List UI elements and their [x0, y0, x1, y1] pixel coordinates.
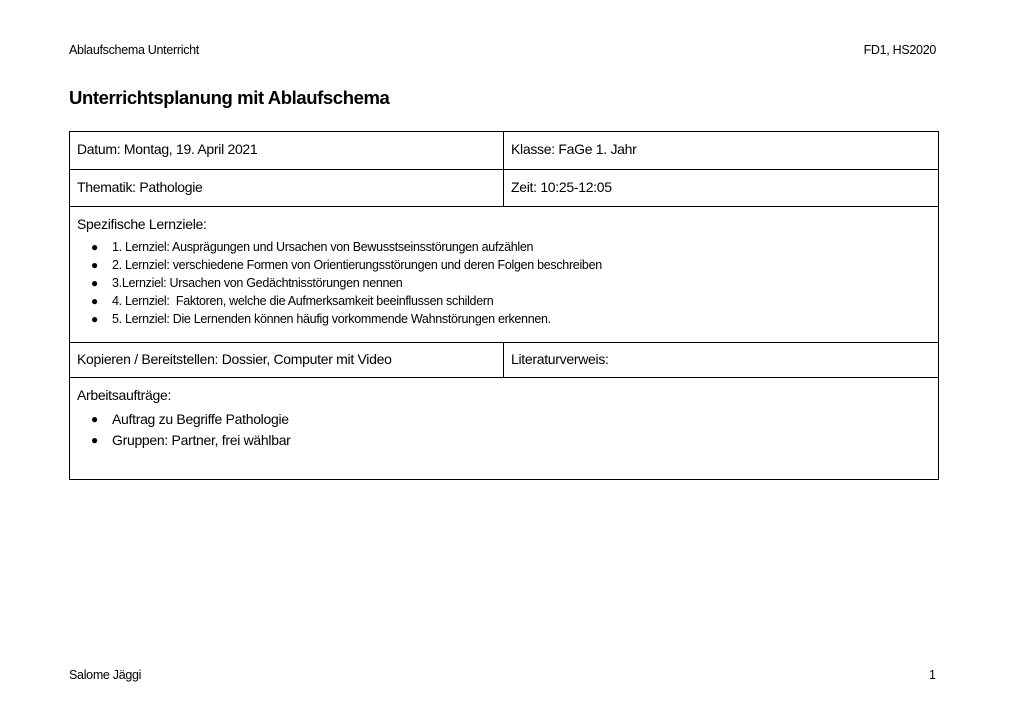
table-row-datum-klasse [70, 132, 939, 170]
list-item [91, 292, 931, 310]
auftrag-2: Gruppen: Partner, frei wählbar [112, 432, 291, 448]
klasse-cell: Klasse: FaGe 1. Jahr [504, 132, 939, 170]
bullet-icon: ● [91, 258, 98, 272]
bullet-icon: ● [91, 294, 98, 308]
list-item [91, 409, 931, 430]
bullet-icon: ● [91, 433, 98, 447]
literatur-cell: Literaturverweis: [504, 343, 939, 378]
bullet-icon: ● [91, 412, 98, 426]
lernziele-list [77, 238, 931, 328]
list-item [91, 238, 931, 256]
arbeitsauftraege-cell [70, 378, 939, 480]
lernziele-label: Spezifische Lernziele: [77, 216, 207, 232]
lernziel-5: 5. Lernziel: Die Lernenden können häufig vorkommende Wahnstörungen erkennen. [112, 312, 551, 326]
bullet-icon: ● [91, 276, 98, 290]
arbeitsauftraege-list [77, 409, 931, 451]
footer-page-number: 1 [929, 668, 936, 682]
lernziele-cell [70, 207, 939, 343]
kopieren-cell: Kopieren / Bereitstellen: Dossier, Computer mit Video [70, 343, 504, 378]
table-row-thematik-zeit [70, 170, 939, 207]
table-row-lernziele [70, 207, 939, 343]
document-title: Unterrichtsplanung mit Ablaufschema [69, 87, 390, 108]
auftrag-1: Auftrag zu Begriffe Pathologie [112, 411, 289, 427]
header-right: FD1, HS2020 [863, 43, 936, 57]
header-left: Ablaufschema Unterricht [69, 43, 199, 57]
lesson-plan-table [69, 131, 939, 480]
zeit-cell: Zeit: 10:25-12:05 [504, 170, 939, 207]
list-item [91, 310, 931, 328]
lernziel-3: 3.Lernziel: Ursachen von Gedächtnisstörungen nennen [112, 276, 403, 290]
lernziel-2: 2. Lernziel: verschiedene Formen von Orientierungsstörungen und deren Folgen beschreiben [112, 258, 602, 272]
footer-author: Salome Jäggi [69, 668, 142, 682]
datum-cell: Datum: Montag, 19. April 2021 [70, 132, 504, 170]
thematik-cell: Thematik: Pathologie [70, 170, 504, 207]
bullet-icon: ● [91, 312, 98, 326]
list-item [91, 256, 931, 274]
table-row-arbeitsauftraege [70, 378, 939, 480]
list-item [91, 274, 931, 292]
lernziel-4: 4. Lernziel: Faktoren, welche die Aufmerksamkeit beeinflussen schildern [112, 294, 494, 308]
bullet-icon: ● [91, 240, 98, 254]
table-row-kopieren-literatur [70, 343, 939, 378]
lernziel-1: 1. Lernziel: Ausprägungen und Ursachen von Bewusstseinsstörungen aufzählen [112, 240, 534, 254]
list-item [91, 430, 931, 451]
arbeitsauftraege-label: Arbeitsaufträge: [77, 387, 172, 403]
